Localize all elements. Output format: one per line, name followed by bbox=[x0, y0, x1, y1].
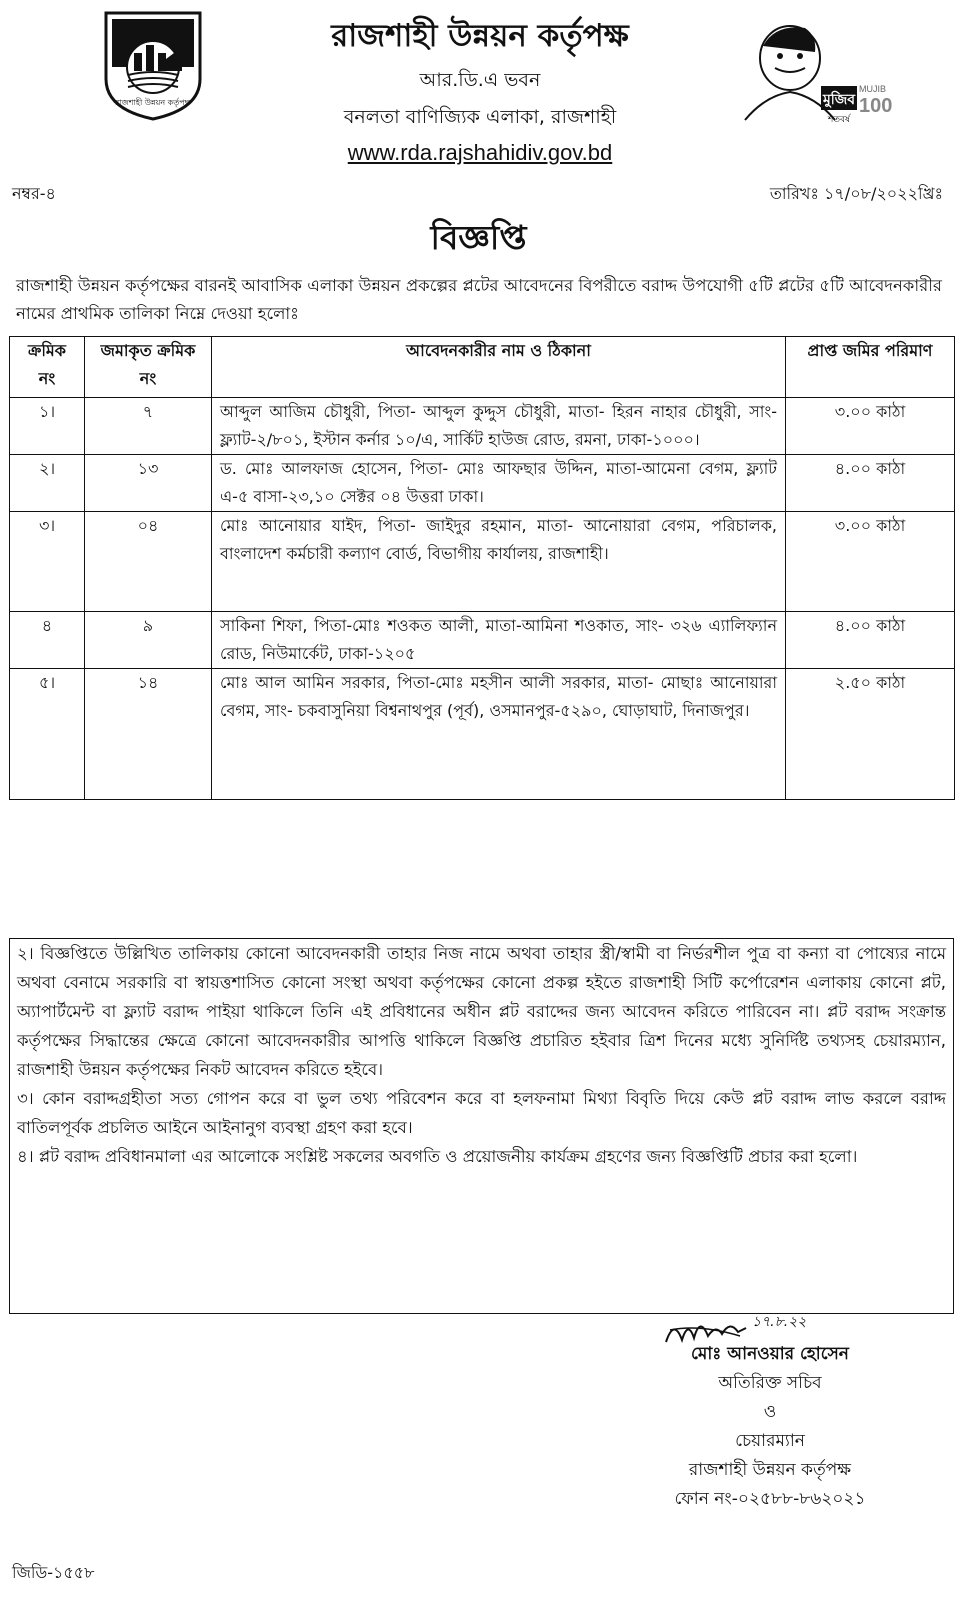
cell-land-area: ২.৫০ কাঠা bbox=[786, 669, 955, 800]
website-link[interactable]: www.rda.rajshahidiv.gov.bd bbox=[347, 140, 613, 165]
cell-land-area: ৪.০০ কাঠা bbox=[786, 455, 955, 512]
cell-deposit-serial: ৭ bbox=[85, 398, 212, 455]
signatory-name: মোঃ আনওয়ার হোসেন bbox=[691, 1344, 849, 1364]
cell-land-area: ৪.০০ কাঠা bbox=[786, 612, 955, 669]
gd-number: জিডি-১৫৫৮ bbox=[12, 1563, 95, 1582]
col-header-land-area: প্রাপ্ত জমির পরিমাণ bbox=[786, 337, 955, 398]
note-paragraph: ৪। প্লট বরাদ্দ প্রবিধানমালা এর আলোকে সংশ্লিষ্ট সকলের অবগতি ও প্রয়োজনীয় কার্যক্রম গ্রহণের জন্য বিজ্ঞপ্তিটি প্রচার করা হলো। bbox=[17, 1147, 858, 1166]
notice-date: তারিখঃ ১৭/০৮/২০২২খ্রিঃ bbox=[769, 184, 943, 203]
cell-serial: ৩। bbox=[10, 512, 85, 612]
cell-deposit-serial: ০৪ bbox=[85, 512, 212, 612]
cell-applicant: ড. মোঃ আলফাজ হোসেন, পিতা- মোঃ আফছার উদ্দিন, মাতা-আমেনা বেগম, ফ্ল্যাট এ-৫ বাসা-২৩,১০ সেক্টর ০৪ উত্তরা ঢাকা। bbox=[212, 455, 786, 512]
logo-caption: রাজশাহী উন্নয়ন কর্তৃপক্ষ bbox=[114, 98, 192, 107]
mujib-100-text: 100 bbox=[859, 95, 893, 117]
mujib-bn-text: মুজিব bbox=[822, 92, 856, 108]
cell-applicant: মোঃ আনোয়ার যাইদ, পিতা- জাইদুর রহমান, মাতা- আনোয়ারা বেগম, পরিচালক, বাংলাদেশ কর্মচারী কল্যাণ বোর্ড, বিভাগীয় কার্যালয়, রাজশাহী। bbox=[212, 512, 786, 612]
cell-land-area: ৩.০০ কাঠা bbox=[786, 398, 955, 455]
note-paragraph: ৩। কোন বরাদ্দগ্রহীতা সত্য গোপন করে বা ভুল তথ্য পরিবেশন করে বা হলফনামা মিথ্যা বিবৃতি দিয়ে কেউ প্লট বরাদ্দ লাভ করলে বরাদ্দ বাতিলপূর্বক প্রচলিত আইনে আইনানুগ ব্যবস্থা গ্রহণ করা হবে। bbox=[17, 1089, 946, 1137]
org-address: বনলতা বাণিজ্যিক এলাকা, রাজশাহী bbox=[343, 106, 617, 128]
notes-section bbox=[9, 938, 954, 1314]
signature-date: ১৭.৮.২২ bbox=[752, 1314, 807, 1330]
applicant-table bbox=[9, 336, 955, 800]
col-header-serial: ক্রমিক নং bbox=[10, 337, 85, 398]
col-header-applicant: আবেদনকারীর নাম ও ঠিকানা bbox=[212, 337, 786, 398]
table-row bbox=[10, 398, 955, 455]
signature-block bbox=[600, 1340, 940, 1514]
rda-logo bbox=[98, 9, 208, 121]
cell-applicant: আব্দুল আজিম চৌধুরী, পিতা- আব্দুল কুদ্দুস চৌধুরী, মাতা- হিরন নাহার চৌধুরী, সাং- ফ্ল্যাট-২/৮০১, ইস্টান কর্নার ১০/এ, সার্কিট হাউজ রোড, রমনা, ঢাকা-১০০০। bbox=[212, 398, 786, 455]
intro-paragraph: রাজশাহী উন্নয়ন কর্তৃপক্ষের বারনই আবাসিক এলাকা উন্নয়ন প্রকল্পের প্লটের আবেদনের বিপরীতে বরাদ্দ উপযোগী ৫টি প্লটের ৫টি আবেদনকারীর নামের প্রাথমিক তালিকা নিম্নে দেওয়া হলোঃ bbox=[16, 276, 942, 323]
mujib-en-text: MUJIB bbox=[859, 84, 886, 94]
cell-serial: ৫। bbox=[10, 669, 85, 800]
cell-deposit-serial: ১৪ bbox=[85, 669, 212, 800]
table-row bbox=[10, 512, 955, 612]
signatory-org: রাজশাহী উন্নয়ন কর্তৃপক্ষ bbox=[688, 1460, 852, 1480]
memo-number: নম্বর-৪ bbox=[12, 184, 56, 203]
mujib-100-logo bbox=[735, 16, 895, 126]
col-header-deposit-serial: জমাকৃত ক্রমিক নং bbox=[85, 337, 212, 398]
signatory-phone: ফোন নং-০২৫৮৮-৮৬২০২১ bbox=[674, 1489, 866, 1509]
building-name: আর.ডি.এ ভবন bbox=[419, 69, 541, 91]
note-paragraph: ২। বিজ্ঞপ্তিতে উল্লিখিত তালিকায় কোনো আবেদনকারী তাহার নিজ নামে অথবা তাহার স্ত্রী/স্বামী বা নির্ভরশীল পুত্র বা কন্যা বা পোষ্যের নামে অথবা বেনামে সরকারি বা স্বায়ত্তশাসিত কোনো সংস্থা অথবা কর্তৃপক্ষের কোনো প্রকল্প হইতে রাজশাহী সিটি কর্পোরেশন এলাকায় কোনো প্লট, অ্যাপার্টমেন্ট বা ফ্ল্যাট বরাদ্দ পাইয়া থাকিলে তিনি এই প্রবিধানের অধীন প্লট বরাদ্দের জন্য আবেদন করিতে পারিবেন না। প্লট বরাদ্দ সংক্রান্ত কর্তৃপক্ষের সিদ্ধান্তের ক্ষেত্রে কোনো আবেদনকারীর আপত্তি থাকিলে বিজ্ঞপ্তি প্রচারিত হইবার ত্রিশ দিনের মধ্যে সুনির্দিষ্ট তথ্যসহ চেয়ারম্যান, রাজশাহী উন্নয়ন কর্তৃপক্ষের নিকট আবেদন করিতে হইবে। bbox=[17, 944, 946, 1079]
cell-deposit-serial: ১৩ bbox=[85, 455, 212, 512]
cell-land-area: ৩.০০ কাঠা bbox=[786, 512, 955, 612]
signatory-title-1: অতিরিক্ত সচিব bbox=[718, 1373, 822, 1393]
cell-serial: ২। bbox=[10, 455, 85, 512]
org-title: রাজশাহী উন্নয়ন কর্তৃপক্ষ bbox=[331, 18, 629, 54]
cell-applicant: মোঃ আল আমিন সরকার, পিতা-মোঃ মহসীন আলী সরকার, মাতা- মোছাঃ আনোয়ারা বেগম, সাং- চকবাসুনিয়া বিশ্বনাথপুর (পূর্ব), ওসমানপুর-৫২৯০, ঘোড়াঘাট, দিনাজপুর। bbox=[212, 669, 786, 800]
cell-serial: ১। bbox=[10, 398, 85, 455]
signatory-title-2: চেয়ারম্যান bbox=[735, 1431, 805, 1451]
signatory-conjunction: ও bbox=[763, 1402, 777, 1422]
cell-deposit-serial: ৯ bbox=[85, 612, 212, 669]
cell-applicant: সাকিনা শিফা, পিতা-মোঃ শওকত আলী, মাতা-আমিনা শওকাত, সাং- ৩২৬ এ্যালিফ্যান রোড, নিউমার্কেট, ঢাকা-১২০৫ bbox=[212, 612, 786, 669]
table-row bbox=[10, 669, 955, 800]
notice-heading: বিজ্ঞপ্তি bbox=[430, 218, 527, 257]
cell-serial: ৪ bbox=[10, 612, 85, 669]
mujib-sub-text: শতবর্ষ bbox=[827, 115, 851, 125]
table-row bbox=[10, 612, 955, 669]
table-header-row bbox=[10, 337, 955, 398]
table-row bbox=[10, 455, 955, 512]
